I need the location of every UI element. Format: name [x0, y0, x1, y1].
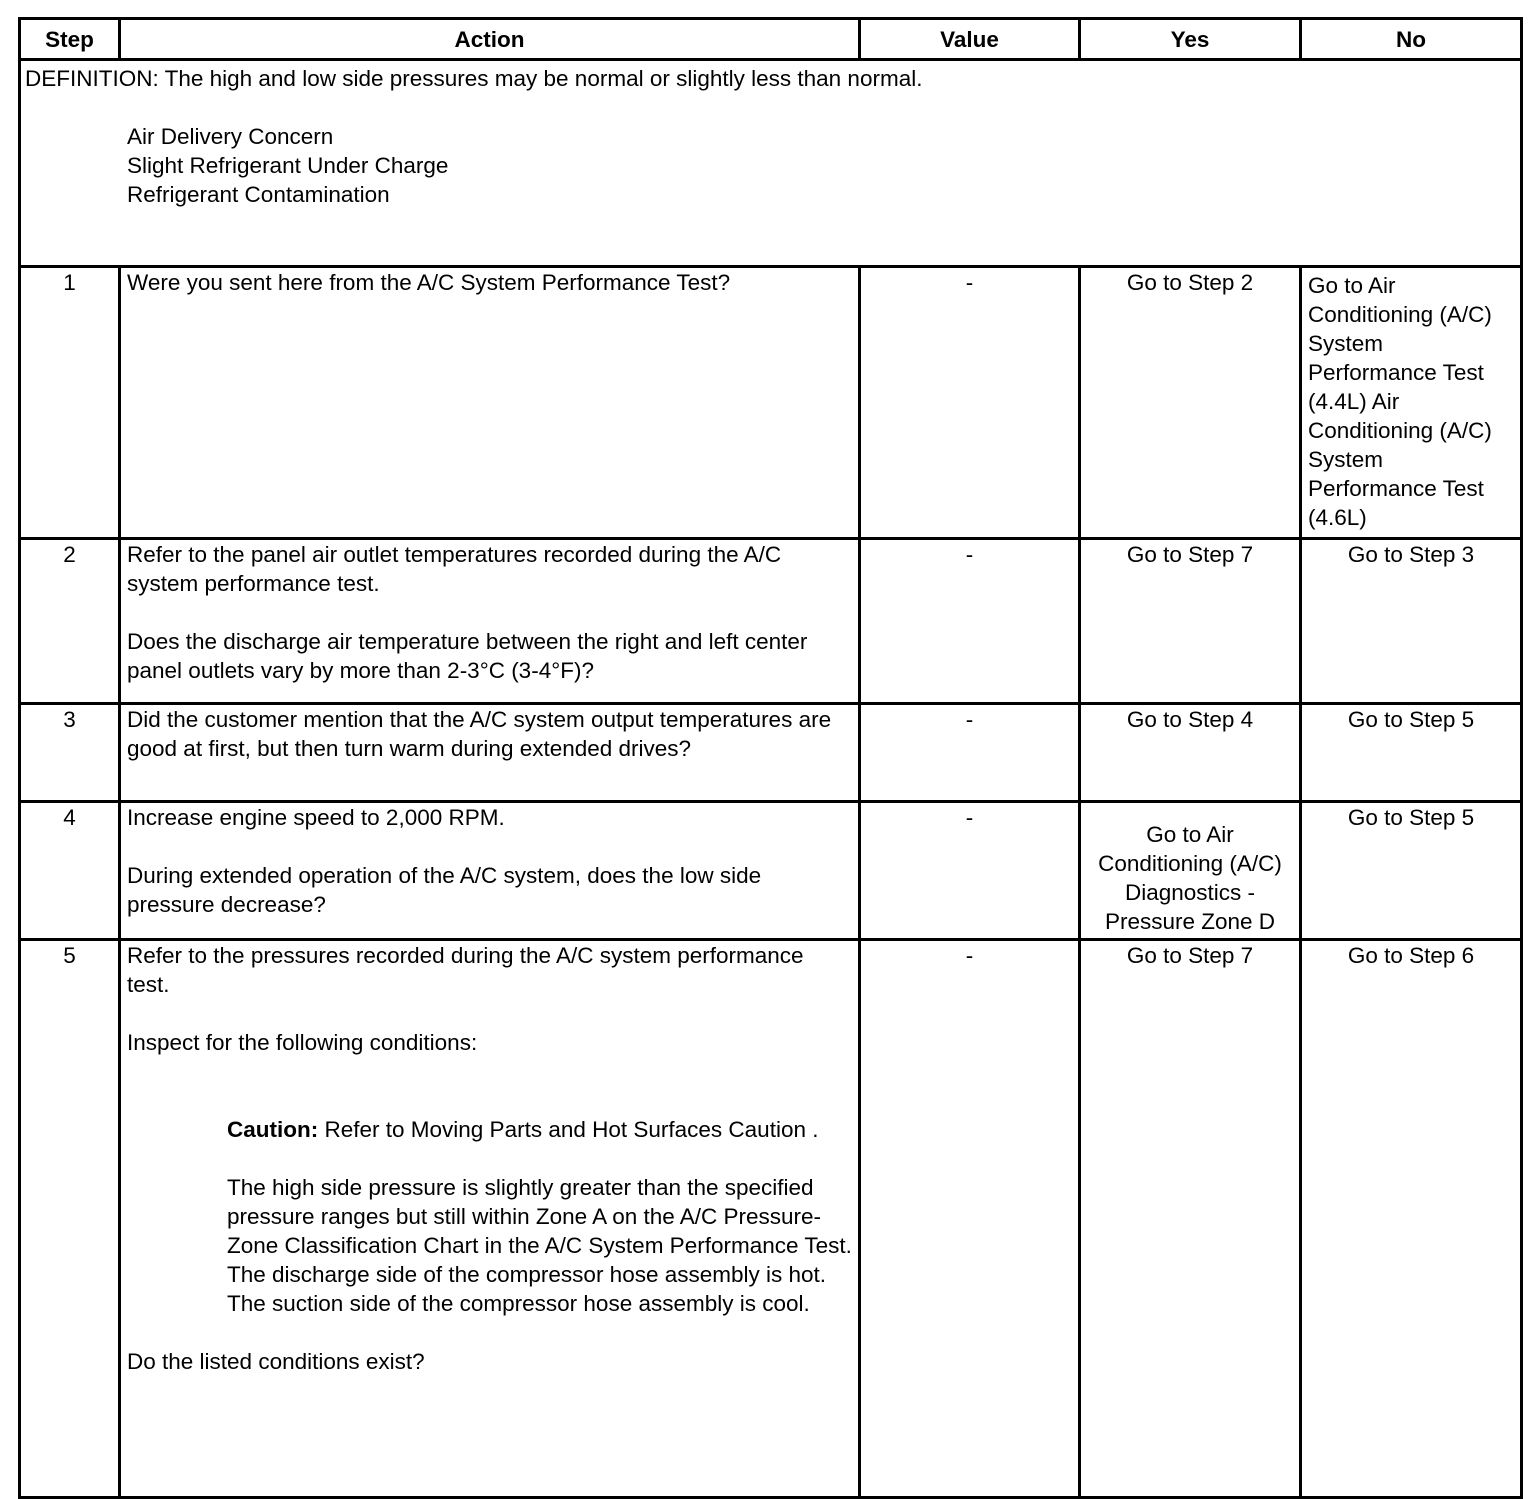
- step-number: 4: [20, 802, 120, 940]
- step-number: 2: [20, 539, 120, 704]
- table-row: [20, 704, 1522, 802]
- header-yes: Yes: [1080, 19, 1301, 60]
- action-text: Were you sent here from the A/C System Performance Test?: [127, 270, 731, 295]
- header-step: Step: [20, 19, 120, 60]
- action-text: Refer to the pressures recorded during the A/C system performance test.: [127, 943, 804, 997]
- condition-item: The high side pressure is slightly greater than the specified pressure ranges but still within Zone A on the A/C Pressure-Zone Classification Chart in the A/C System Performance Test.: [227, 1175, 852, 1258]
- step-number: 1: [20, 267, 120, 539]
- definition-row: [20, 60, 1522, 267]
- yes-cell: Go to Step 2: [1080, 267, 1301, 539]
- no-cell: Go to Air Conditioning (A/C) System Performance Test (4.4L) Air Conditioning (A/C) System Performance Test (4.6L): [1301, 267, 1522, 539]
- action-cell: [120, 267, 860, 539]
- value-cell: -: [860, 704, 1080, 802]
- action-text: Refer to the panel air outlet temperatures recorded during the A/C system performance test.: [127, 542, 782, 596]
- value-cell: -: [860, 267, 1080, 539]
- definition-text: DEFINITION: The high and low side pressures may be normal or slightly less than normal.: [25, 66, 923, 91]
- action-question: Do the listed conditions exist?: [127, 1349, 425, 1374]
- definition-cell: [20, 60, 1522, 267]
- value-cell: -: [860, 940, 1080, 1498]
- definition-item: Air Delivery Concern: [127, 124, 334, 149]
- caution-text: Refer to Moving Parts and Hot Surfaces Caution .: [318, 1117, 819, 1142]
- table-row: [20, 539, 1522, 704]
- action-cell: [120, 704, 860, 802]
- value-cell: -: [860, 539, 1080, 704]
- value-cell: -: [860, 802, 1080, 940]
- caution-label: Caution:: [227, 1117, 319, 1142]
- no-cell: Go to Step 5: [1301, 802, 1522, 940]
- action-text: Inspect for the following conditions:: [127, 1030, 478, 1055]
- no-cell: Go to Step 6: [1301, 940, 1522, 1498]
- header-value: Value: [860, 19, 1080, 60]
- yes-cell: Go to Step 7: [1080, 940, 1301, 1498]
- action-cell: [120, 539, 860, 704]
- action-question: Does the discharge air temperature between the right and left center panel outlets vary by more than 2-3°C (3-4°F)?: [127, 629, 808, 683]
- action-question: Did the customer mention that the A/C system output temperatures are good at first, but then turn warm during extended drives?: [127, 707, 832, 761]
- yes-cell: Go to Air Conditioning (A/C) Diagnostics - Pressure Zone D: [1080, 802, 1301, 940]
- caution-note: [127, 1115, 852, 1144]
- no-cell: Go to Step 5: [1301, 704, 1522, 802]
- header-row: [20, 19, 1522, 60]
- diagnostic-table: [18, 17, 1523, 1499]
- action-cell: [120, 940, 860, 1498]
- step-number: 5: [20, 940, 120, 1498]
- table-row: [20, 802, 1522, 940]
- yes-cell: Go to Step 4: [1080, 704, 1301, 802]
- header-action: Action: [120, 19, 860, 60]
- yes-cell: Go to Step 7: [1080, 539, 1301, 704]
- action-text: Increase engine speed to 2,000 RPM.: [127, 805, 505, 830]
- no-cell: Go to Step 3: [1301, 539, 1522, 704]
- condition-item: The suction side of the compressor hose assembly is cool.: [227, 1291, 810, 1316]
- header-no: No: [1301, 19, 1522, 60]
- condition-item: The discharge side of the compressor hose assembly is hot.: [227, 1262, 827, 1287]
- step-number: 3: [20, 704, 120, 802]
- definition-item: Refrigerant Contamination: [127, 182, 390, 207]
- definition-item: Slight Refrigerant Under Charge: [127, 153, 449, 178]
- table-row: [20, 267, 1522, 539]
- action-cell: [120, 802, 860, 940]
- table-row: [20, 940, 1522, 1498]
- action-question: During extended operation of the A/C system, does the low side pressure decrease?: [127, 863, 762, 917]
